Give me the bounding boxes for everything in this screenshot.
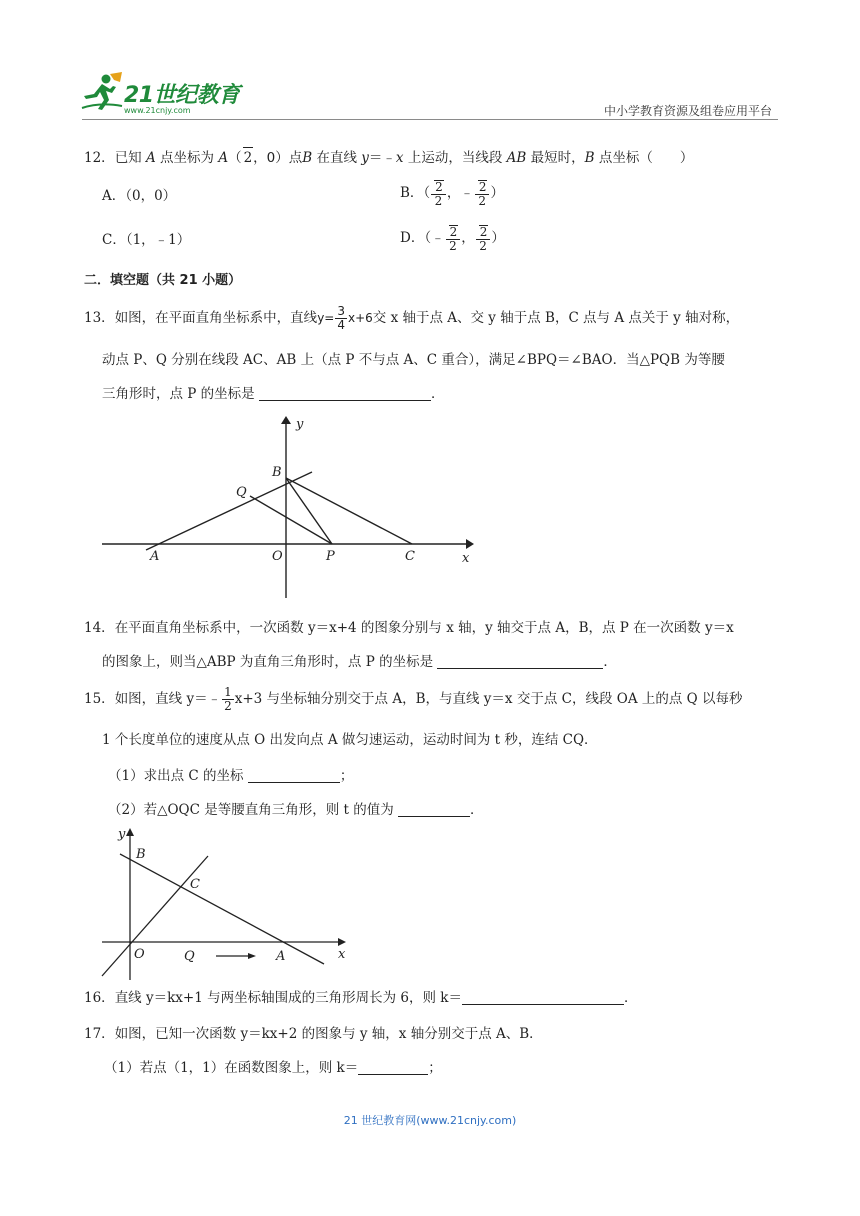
q17-sub1: （1）若点（1，1）在函数图象上，则 k＝ ； (104, 1060, 442, 1076)
logo-url: www.21cnjy.com (124, 106, 191, 115)
fig1-label-P: P (326, 549, 335, 564)
page-footer[interactable]: 21 世纪教育网(www.21cnjy.com) (343, 1114, 517, 1127)
section-title: 二．填空题（共 21 小题） (84, 273, 242, 288)
q15-line1: 15．如图，直线 y＝﹣ $\frac{1}{2}$ x+3 与坐标轴分别交于点 A，B，与直线 y＝x 交于点 C，线段 OA 上的点 Q 以每秒 (84, 685, 743, 713)
fig2-label-Q: Q (184, 949, 195, 964)
q12-option-d: D．（﹣ $\frac{2}{2}$ ， $\frac{2}{2}$ ） (400, 224, 505, 253)
fig1-label-x: x (462, 551, 470, 566)
fig1-label-Q: Q (236, 485, 247, 500)
q17-line1: 17．如图，已知一次函数 y＝kx+2 的图象与 y 轴，x 轴分别交于点 A、B． (84, 1026, 543, 1042)
fig1-label-C: C (405, 549, 415, 564)
q12-option-c: C．（1，﹣1） (102, 232, 191, 248)
fig2-label-y: y (118, 827, 126, 842)
q12-option-b: B．（ $\frac{2}{2}$ ，﹣ $\frac{2}{2}$ ） (400, 179, 504, 208)
figure-q15 (98, 824, 358, 984)
q13-line3: 三角形时，点 P 的坐标是 ． (102, 386, 445, 402)
fig2-label-B: B (136, 847, 146, 862)
page-header (80, 68, 780, 120)
q15-line2: 1 个长度单位的速度从点 O 出发向点 A 做匀速运动，运动时间为 t 秒，连结 CQ． (102, 732, 598, 748)
fig1-label-O: O (272, 549, 283, 564)
q16-stem: 16．直线 y＝kx+1 与两坐标轴围成的三角形周长为 6，则 k＝ ． (84, 990, 638, 1006)
q13-line1: 13．如图，在平面直角坐标系中，直线y= $\frac{3}{4}$ x+6交 x 轴于点 A、交 y 轴于点 B，C 点与 A 点关于 y 轴对称， (84, 304, 740, 332)
q13-line2: 动点 P、Q 分别在线段 AC、AB 上（点 P 不与点 A、C 重合），满足∠BPQ＝∠BAO．当△PQB 为等腰 (102, 352, 725, 368)
logo-text: 21世纪教育 (124, 83, 240, 108)
q12-option-a: A．（0，0） (102, 188, 177, 204)
fig2-label-A: A (276, 949, 286, 964)
q14-line1: 14．在平面直角坐标系中，一次函数 y＝x+4 的图象分别与 x 轴，y 轴交于点 A，B，点 P 在一次函数 y＝x (84, 620, 734, 636)
q12-stem: 12．已知 A 点坐标为 A（ 2，0）点B 在直线 y＝﹣x 上运动，当线段 AB 最短时，B 点坐标（ ） (84, 147, 693, 168)
fig1-label-B: B (272, 465, 282, 480)
fig1-label-A: A (150, 549, 160, 564)
platform-title: 中小学教育资源及组卷应用平台 (603, 104, 772, 118)
fig2-label-C: C (190, 877, 200, 892)
logo-runner-icon (80, 72, 124, 112)
q14-line2: 的图象上，则当△ABP 为直角三角形时，点 P 的坐标是 ． (102, 654, 617, 670)
q15-sub2: （2）若△OQC 是等腰直角三角形，则 t 的值为 ． (108, 802, 484, 818)
fig2-label-O: O (134, 947, 145, 962)
q15-sub1: （1）求出点 C 的坐标 ； (108, 768, 354, 784)
fig2-label-x: x (338, 947, 346, 962)
header-divider (82, 119, 778, 120)
figure-q13 (100, 412, 480, 602)
fig1-label-y: y (296, 417, 304, 432)
